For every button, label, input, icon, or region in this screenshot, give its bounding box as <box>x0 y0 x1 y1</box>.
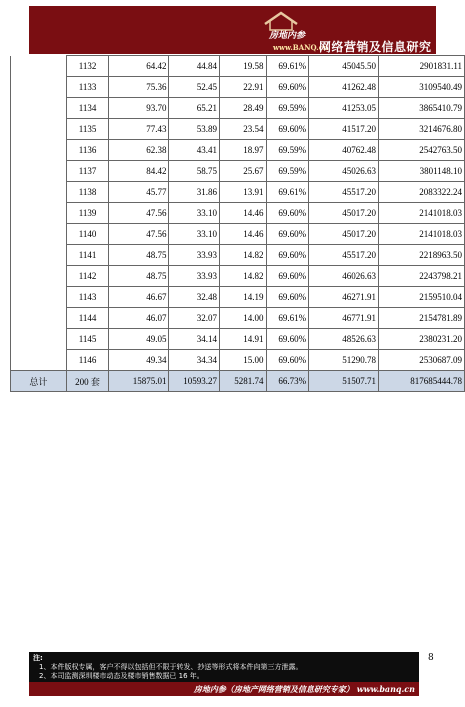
table-cell: 43.41 <box>169 140 220 161</box>
table-cell: 2159510.04 <box>379 287 465 308</box>
table-cell: 69.60% <box>266 245 309 266</box>
table-row <box>11 350 465 371</box>
table-cell: 48.75 <box>109 245 169 266</box>
table-cell: 69.60% <box>266 287 309 308</box>
table-cell: 3109540.49 <box>379 77 465 98</box>
table-cell: 1140 <box>66 224 109 245</box>
table-cell: 69.60% <box>266 203 309 224</box>
total-cell: 200 套 <box>66 371 109 392</box>
table-row <box>11 182 465 203</box>
table-cell: 49.34 <box>109 350 169 371</box>
table-cell: 41517.20 <box>309 119 379 140</box>
table-cell: 46026.63 <box>309 266 379 287</box>
table-cell: 77.43 <box>109 119 169 140</box>
brand-name: 房地内参 <box>269 31 306 41</box>
total-cell: 51507.71 <box>309 371 379 392</box>
table-cell: 14.91 <box>220 329 267 350</box>
table-cell: 47.56 <box>109 224 169 245</box>
table-cell: 58.75 <box>169 161 220 182</box>
table-row <box>11 77 465 98</box>
table-cell: 69.60% <box>266 119 309 140</box>
table-cell <box>11 266 67 287</box>
note-line-2: 2、本司监测深圳楼市动态及楼市销售数据已 16 年。 <box>39 672 204 680</box>
table-cell: 14.46 <box>220 203 267 224</box>
table-cell: 40762.48 <box>309 140 379 161</box>
table-cell: 45017.20 <box>309 224 379 245</box>
table-cell: 69.60% <box>266 77 309 98</box>
table-cell: 1142 <box>66 266 109 287</box>
footer-bar: 房地内参（房地产网络营销及信息研究专家） www.banq.cn <box>29 682 419 696</box>
table-cell: 3865410.79 <box>379 98 465 119</box>
table-cell <box>11 140 67 161</box>
table-cell: 2380231.20 <box>379 329 465 350</box>
table-cell <box>11 308 67 329</box>
total-cell: 总计 <box>11 371 67 392</box>
table-cell: 33.10 <box>169 224 220 245</box>
total-cell: 66.73% <box>266 371 309 392</box>
table-cell: 2141018.03 <box>379 203 465 224</box>
table-cell: 31.86 <box>169 182 220 203</box>
table-cell: 49.05 <box>109 329 169 350</box>
table-cell: 22.91 <box>220 77 267 98</box>
table-row <box>11 98 465 119</box>
table-cell: 14.82 <box>220 266 267 287</box>
table-row <box>11 203 465 224</box>
table-cell: 1132 <box>66 56 109 77</box>
table-row <box>11 266 465 287</box>
sales-table <box>10 55 465 392</box>
table-cell <box>11 350 67 371</box>
table-cell: 25.67 <box>220 161 267 182</box>
page-number: 8 <box>428 653 434 663</box>
table-cell: 2542763.50 <box>379 140 465 161</box>
table-cell: 1133 <box>66 77 109 98</box>
table-cell <box>11 203 67 224</box>
table-row <box>11 224 465 245</box>
table-row <box>11 119 465 140</box>
table-cell: 69.60% <box>266 329 309 350</box>
table-cell: 93.70 <box>109 98 169 119</box>
table-cell: 33.93 <box>169 245 220 266</box>
table-cell: 75.36 <box>109 77 169 98</box>
table-cell: 69.60% <box>266 224 309 245</box>
table-cell: 2243798.21 <box>379 266 465 287</box>
total-row <box>11 371 465 392</box>
table-cell: 41253.05 <box>309 98 379 119</box>
table-cell: 45017.20 <box>309 203 379 224</box>
total-cell: 15875.01 <box>109 371 169 392</box>
total-cell: 817685444.78 <box>379 371 465 392</box>
table-cell: 1136 <box>66 140 109 161</box>
table-cell: 69.61% <box>266 308 309 329</box>
table-cell <box>11 245 67 266</box>
table-cell: 1134 <box>66 98 109 119</box>
table-row <box>11 161 465 182</box>
table-cell: 15.00 <box>220 350 267 371</box>
table-cell: 69.59% <box>266 140 309 161</box>
table-cell: 84.42 <box>109 161 169 182</box>
table-cell: 14.00 <box>220 308 267 329</box>
table-cell: 1138 <box>66 182 109 203</box>
table-cell <box>11 56 67 77</box>
table-cell: 45517.20 <box>309 245 379 266</box>
table-cell: 46271.91 <box>309 287 379 308</box>
table-cell <box>11 77 67 98</box>
table-cell: 51290.78 <box>309 350 379 371</box>
table-cell: 14.19 <box>220 287 267 308</box>
table-cell: 1146 <box>66 350 109 371</box>
total-cell: 5281.74 <box>220 371 267 392</box>
table-cell: 1135 <box>66 119 109 140</box>
table-cell: 46.67 <box>109 287 169 308</box>
table-cell: 33.93 <box>169 266 220 287</box>
table-cell: 1144 <box>66 308 109 329</box>
table-cell: 18.97 <box>220 140 267 161</box>
table-cell: 69.60% <box>266 266 309 287</box>
table-cell: 45517.20 <box>309 182 379 203</box>
table-row <box>11 329 465 350</box>
table-cell <box>11 329 67 350</box>
slogan: 网络营销及信息研究专家 <box>319 40 432 71</box>
table-cell <box>11 287 67 308</box>
table-cell: 45.77 <box>109 182 169 203</box>
table-cell: 2141018.03 <box>379 224 465 245</box>
table-cell: 44.84 <box>169 56 220 77</box>
table-cell: 46771.91 <box>309 308 379 329</box>
table-cell: 45026.63 <box>309 161 379 182</box>
table-cell: 13.91 <box>220 182 267 203</box>
table-cell: 69.59% <box>266 98 309 119</box>
table-cell: 41262.48 <box>309 77 379 98</box>
table-cell: 65.21 <box>169 98 220 119</box>
table-cell: 23.54 <box>220 119 267 140</box>
table-cell: 52.45 <box>169 77 220 98</box>
table-cell: 1139 <box>66 203 109 224</box>
table-cell <box>11 182 67 203</box>
table-cell <box>11 98 67 119</box>
table-cell <box>11 161 67 182</box>
table-row <box>11 287 465 308</box>
table-cell: 33.10 <box>169 203 220 224</box>
footer-notes <box>29 652 419 682</box>
table-cell: 14.46 <box>220 224 267 245</box>
table-cell: 1137 <box>66 161 109 182</box>
table-cell: 45045.50 <box>309 56 379 77</box>
table-cell: 14.82 <box>220 245 267 266</box>
table-cell: 1145 <box>66 329 109 350</box>
table-cell <box>11 224 67 245</box>
table-cell: 69.61% <box>266 182 309 203</box>
table-cell: 47.56 <box>109 203 169 224</box>
table-row <box>11 140 465 161</box>
table-cell: 2901831.11 <box>379 56 465 77</box>
table-row <box>11 245 465 266</box>
table-cell: 32.07 <box>169 308 220 329</box>
table-cell: 69.60% <box>266 350 309 371</box>
note-label: 注: <box>33 654 43 662</box>
table-cell: 3801148.10 <box>379 161 465 182</box>
table-cell: 28.49 <box>220 98 267 119</box>
table-cell: 48.75 <box>109 266 169 287</box>
table-cell: 69.61% <box>266 56 309 77</box>
total-cell: 10593.27 <box>169 371 220 392</box>
table-cell: 2083322.24 <box>379 182 465 203</box>
table-cell: 64.42 <box>109 56 169 77</box>
table-cell: 2154781.89 <box>379 308 465 329</box>
table-cell: 46.07 <box>109 308 169 329</box>
table-row <box>11 56 465 77</box>
table-cell: 2218963.50 <box>379 245 465 266</box>
table-cell: 3214676.80 <box>379 119 465 140</box>
table-cell: 53.89 <box>169 119 220 140</box>
table-cell: 1141 <box>66 245 109 266</box>
table-cell: 48526.63 <box>309 329 379 350</box>
table-cell: 2530687.09 <box>379 350 465 371</box>
table-cell: 19.58 <box>220 56 267 77</box>
note-line-1: 1、本件版权专属，客户不得以包括但不限于转发、抄送等形式将本件向第三方泄露。 <box>39 663 303 671</box>
table-cell: 62.38 <box>109 140 169 161</box>
table-cell: 34.14 <box>169 329 220 350</box>
table-cell: 32.48 <box>169 287 220 308</box>
site-url: www.BANQ.cn <box>273 43 329 52</box>
table-row <box>11 308 465 329</box>
table-cell: 69.59% <box>266 161 309 182</box>
table-cell: 1143 <box>66 287 109 308</box>
table-cell: 34.34 <box>169 350 220 371</box>
table-cell <box>11 119 67 140</box>
